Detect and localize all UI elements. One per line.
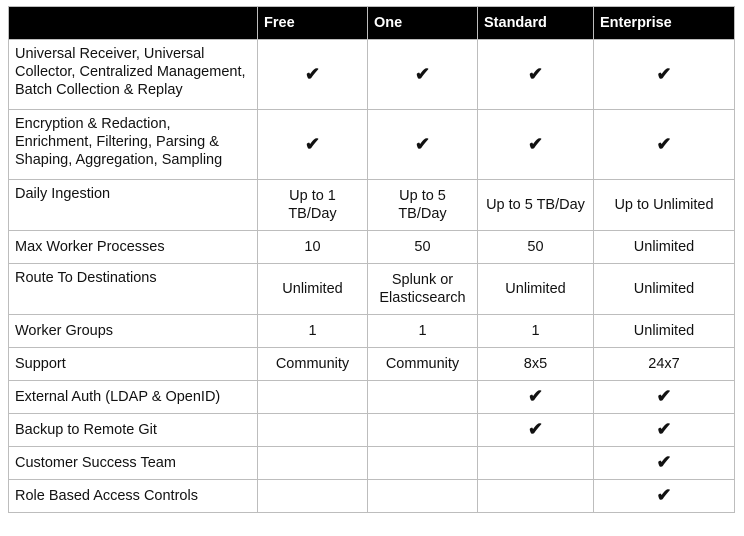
plan-cell-enterprise [594,414,735,447]
check-icon: ✔ [527,419,544,439]
plan-cell-standard [478,40,594,110]
plan-cell-enterprise: Unlimited [594,264,735,315]
plan-cell-free [258,447,368,480]
plan-cell-free: Up to 1 TB/Day [258,180,368,231]
header-row [9,7,735,40]
plan-header-one: One [368,7,478,40]
feature-label: Support [9,348,258,381]
table-row [9,315,735,348]
plan-header-standard: Standard [478,7,594,40]
feature-label: Encryption & Redaction, Enrichment, Filtering, Parsing & Shaping, Aggregation, Sampling [9,110,258,180]
table-row [9,180,735,231]
table-body [9,40,735,513]
feature-label: Daily Ingestion [9,180,258,231]
plan-cell-enterprise: 24x7 [594,348,735,381]
plan-cell-free: Community [258,348,368,381]
plan-cell-free [258,480,368,513]
plan-cell-standard [478,414,594,447]
table-row [9,414,735,447]
plan-cell-one [368,480,478,513]
plan-cell-one: 50 [368,231,478,264]
plan-comparison-table [8,6,735,513]
plan-cell-free: 1 [258,315,368,348]
feature-label: External Auth (LDAP & OpenID) [9,381,258,414]
plan-cell-free [258,381,368,414]
plan-cell-free: 10 [258,231,368,264]
feature-label: Worker Groups [9,315,258,348]
feature-label: Max Worker Processes [9,231,258,264]
feature-label: Customer Success Team [9,447,258,480]
plan-cell-standard [478,480,594,513]
check-icon: ✔ [414,63,431,84]
plan-cell-standard [478,447,594,480]
table-row [9,447,735,480]
feature-label: Role Based Access Controls [9,480,258,513]
plan-cell-one: Community [368,348,478,381]
plan-header-enterprise: Enterprise [594,7,735,40]
plan-cell-enterprise [594,480,735,513]
check-icon: ✔ [304,63,321,84]
plan-cell-one [368,414,478,447]
plan-header-free: Free [258,7,368,40]
plan-cell-standard [478,110,594,180]
plan-cell-one [368,40,478,110]
plan-cell-standard: Up to 5 TB/Day [478,180,594,231]
table-row [9,40,735,110]
check-icon: ✔ [656,133,672,154]
table-row [9,480,735,513]
check-icon: ✔ [527,63,544,84]
plan-cell-one [368,110,478,180]
table-row [9,381,735,414]
plan-cell-enterprise [594,447,735,480]
feature-label: Route To Destinations [9,264,258,315]
check-icon: ✔ [414,133,431,154]
plan-cell-enterprise: Unlimited [594,231,735,264]
table-row [9,264,735,315]
check-icon: ✔ [656,419,672,439]
check-icon: ✔ [304,133,321,154]
table-row [9,348,735,381]
plan-cell-standard: 50 [478,231,594,264]
check-icon: ✔ [656,386,672,406]
plan-cell-standard: 8x5 [478,348,594,381]
check-icon: ✔ [656,485,672,505]
plan-cell-free: Unlimited [258,264,368,315]
feature-label: Backup to Remote Git [9,414,258,447]
plan-cell-free [258,414,368,447]
check-icon: ✔ [656,63,672,84]
plan-cell-enterprise [594,40,735,110]
plan-cell-standard: 1 [478,315,594,348]
plan-cell-enterprise: Up to Unlimited [594,180,735,231]
plan-cell-enterprise [594,110,735,180]
plan-cell-one: Splunk or Elasticsearch [368,264,478,315]
plan-cell-enterprise: Unlimited [594,315,735,348]
plan-cell-one: Up to 5 TB/Day [368,180,478,231]
plan-cell-one: 1 [368,315,478,348]
plan-cell-one [368,381,478,414]
header-corner-cell [9,7,258,40]
plan-cell-enterprise [594,381,735,414]
plan-cell-standard [478,381,594,414]
plan-cell-free [258,40,368,110]
feature-label: Universal Receiver, Universal Collector, Centralized Management, Batch Collection & Replay [9,40,258,110]
check-icon: ✔ [527,133,544,154]
plan-cell-free [258,110,368,180]
table-row [9,110,735,180]
check-icon: ✔ [656,452,672,472]
plan-cell-standard: Unlimited [478,264,594,315]
plan-cell-one [368,447,478,480]
check-icon: ✔ [527,386,544,406]
table-header [9,7,735,40]
table-row [9,231,735,264]
